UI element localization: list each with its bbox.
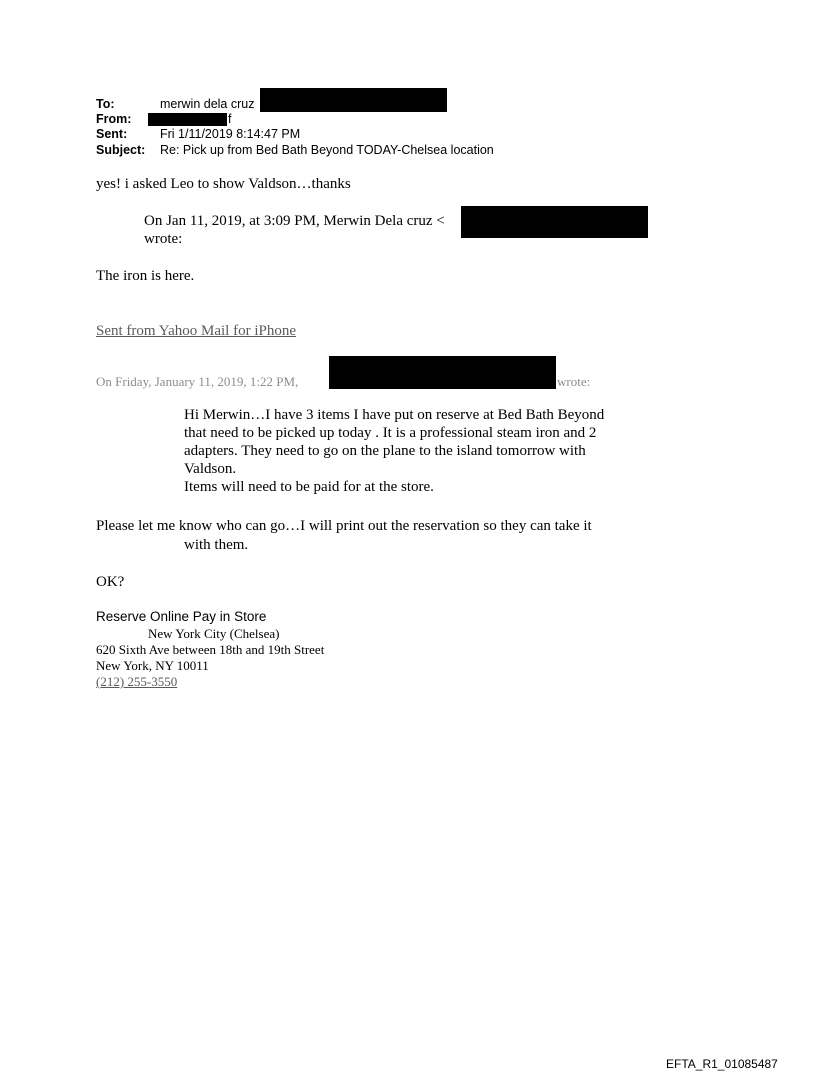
paragraph-line: adapters. They need to go on the plane to the island tomorrow with xyxy=(184,443,586,459)
please-line2: with them. xyxy=(184,537,249,553)
store-name: New York City (Chelsea) xyxy=(148,626,280,641)
please-line1: Please let me know who can go…I will print out the reservation so they can take it xyxy=(96,518,592,534)
quote2-suffix: wrote: xyxy=(557,374,591,389)
from-value: f xyxy=(228,112,232,126)
document-id: EFTA_R1_01085487 xyxy=(666,1057,778,1071)
paragraph-line: Hi Merwin…I have 3 items I have put on reserve at Bed Bath Beyond xyxy=(184,407,605,423)
store-address1: 620 Sixth Ave between 18th and 19th Street xyxy=(96,642,325,657)
paragraph-line: that need to be picked up today . It is a professional steam iron and 2 xyxy=(184,425,597,441)
quote2-prefix: On Friday, January 11, 2019, 1:22 PM, xyxy=(96,374,299,389)
to-label: To: xyxy=(96,97,115,111)
store-phone-link[interactable]: (212) 255-3550 xyxy=(96,674,178,689)
subject-value: Re: Pick up from Bed Bath Beyond TODAY-Chelsea location xyxy=(160,143,494,157)
paragraph-line: Valdson. xyxy=(184,461,237,477)
quote1-line1: On Jan 11, 2019, at 3:09 PM, Merwin Dela cruz < xyxy=(144,213,445,229)
to-value: merwin dela cruz xyxy=(160,97,255,111)
subject-label: Subject: xyxy=(96,143,146,157)
from-label: From: xyxy=(96,112,132,126)
redaction-box-quote2 xyxy=(329,356,556,389)
redaction-box-quote1 xyxy=(461,206,648,238)
store-heading: Reserve Online Pay in Store xyxy=(96,609,267,624)
request-paragraph xyxy=(184,406,644,496)
redaction-box-from xyxy=(148,113,227,126)
ok-text: OK? xyxy=(96,574,125,590)
iron-line: The iron is here. xyxy=(96,268,195,284)
sent-value: Fri 1/11/2019 8:14:47 PM xyxy=(160,127,301,141)
sent-from-yahoo-link[interactable]: Sent from Yahoo Mail for iPhone xyxy=(96,323,296,339)
paragraph-line: Items will need to be paid for at the store. xyxy=(184,479,434,495)
reply-text: yes! i asked Leo to show Valdson…thanks xyxy=(96,176,351,192)
store-address2: New York, NY 10011 xyxy=(96,658,209,673)
redaction-box-to xyxy=(260,88,447,112)
quote1-line2: wrote: xyxy=(144,231,183,247)
sent-label: Sent: xyxy=(96,127,128,141)
